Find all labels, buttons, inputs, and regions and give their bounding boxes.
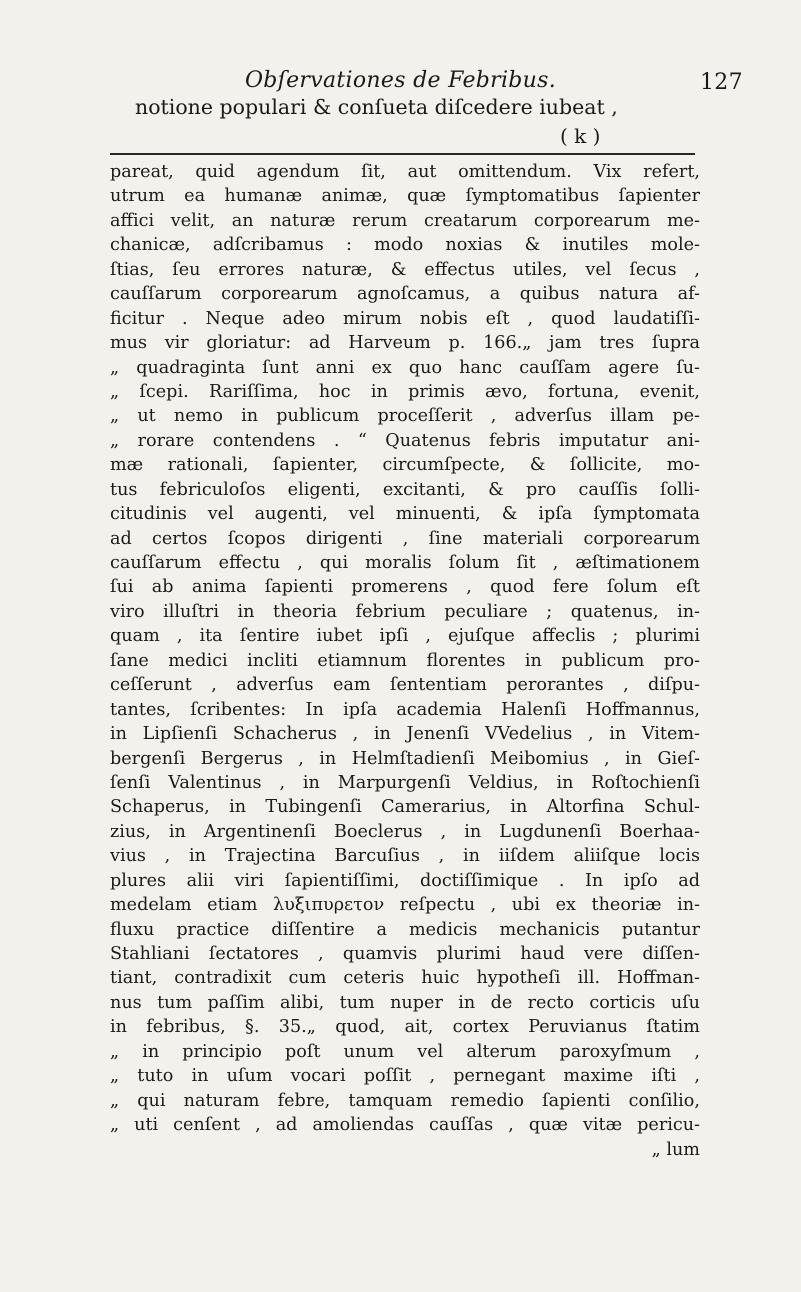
text-line: in febribus, §. 35.„ quod, ait, cortex Peruvianus ſtatim [110,1017,700,1038]
text-body [110,160,700,1162]
running-title: Obſervationes de Febribus. [244,68,557,93]
text-line: plures alii viri ſapientiſſimi, doctiſſimique . In ipſo ad [110,870,700,891]
text-line: mus vir gloriatur: ad Harveum p. 166.„ jam tres ſupra [110,333,700,354]
text-line: zius, in Argentinenſi Boeclerus , in Lugdunenſi Boerhaa- [110,821,700,842]
text-line: Schaperus, in Tubingenſi Camerarius, in Altorfina Schul- [110,797,700,818]
header-rule [110,153,695,155]
text-line: Stahliani ſectatores , quamvis plurimi haud vere diſſen- [110,944,700,964]
page-number: 127 [700,70,743,95]
catchword: „ lum [651,1139,700,1160]
text-line: fluxu practice diſſentire a medicis mechanicis putantur [110,919,700,940]
text-line: ceſſerunt , adverſus eam ſententiam perorantes , diſpu- [110,675,700,696]
text-line: tantes, ſcribentes: In ipſa academia Halenſi Hoffmannus, [110,699,700,720]
text-line: utrum ea humanæ animæ, quæ ſymptomatibus ſapienter [110,186,700,207]
text-line: „ quadraginta ſunt anni ex quo hanc cauſſam agere ſu- [110,357,700,378]
text-line: bergenſi Bergerus , in Helmſtadienſi Meibomius , in Gieſ- [110,748,700,769]
signature-mark: ( k ) [560,124,601,148]
text-line: affici velit, an naturæ rerum creatarum corporearum me- [110,210,700,231]
running-header [0,68,801,93]
text-line: ſui ab anima ſapienti promerens , quod fere ſolum eſt [110,577,700,598]
text-line: citudinis vel augenti, vel minuenti, & ipſa ſymptomata [110,504,700,525]
text-line: in Lipſienſi Schacherus , in Jenenſi VVedelius , in Vitem- [110,724,700,745]
text-line: ſane medici incliti etiamnum florentes in publicum pro- [110,650,700,671]
text-line: „ tuto in uſum vocari poſſit , pernegant maxime iſti , [110,1066,700,1087]
text-line: cauſſarum corporearum agnoſcamus, a quibus natura af- [110,284,700,305]
text-line: pareat, quid agendum ſit, aut omittendum. Vix refert, [110,162,700,182]
text-line: ſtias, ſeu errores naturæ, & effectus utiles, vel ſecus , [110,259,700,280]
continuation-line: notione populari & conſueta diſcedere iubeat , [135,95,618,119]
text-line: ſenſi Valentinus , in Marpurgenſi Veldius, in Roſtochienſi [110,772,700,793]
text-line: tiant, contradixit cum ceteris huic hypotheſi ill. Hoffman- [110,968,700,989]
text-line: „ ut nemo in publicum proceſſerit , adverſus illam pe- [110,406,700,427]
text-line: ad certos ſcopos dirigenti , ſine materiali corporearum [110,528,700,549]
text-line: „ rorare contendens . “ Quatenus febris imputatur ani- [110,430,700,451]
text-line: „ uti cenſent , ad amoliendas cauſſas , quæ vitæ pericu- [110,1115,700,1136]
text-line: cauſſarum effectu , qui moralis ſolum ſit , æſtimationem [110,553,700,573]
text-line: vius , in Trajectina Barcuſius , in iiſdem aliiſque locis [110,846,700,867]
text-line: medelam etiam λυξιπυρετον reſpectu , ubi ex theoriæ in- [110,895,700,916]
text-line: mæ rationali, ſapienter, circumſpecte, & ſollicite, mo- [110,455,700,476]
text-line: „ ſcepi. Rariſſima, hoc in primis ævo, fortuna, evenit, [110,381,700,402]
text-line: nus tum paſſim alibi, tum nuper in de recto corticis uſu [110,992,700,1013]
text-line: „ qui naturam febre, tamquam remedio ſapienti conſilio, [110,1090,700,1111]
text-line: ficitur . Neque adeo mirum nobis eſt , quod laudatiſſi- [110,308,700,329]
text-line: chanicæ, adſcribamus : modo noxias & inutiles mole- [110,235,700,256]
text-line: „ in principio poſt unum vel alterum paroxyſmum , [110,1041,700,1062]
text-line: tus febriculoſos eligenti, excitanti, & pro cauſſis ſolli- [110,479,700,500]
text-line: viro illuſtri in theoria febrium peculiare ; quatenus, in- [110,601,700,622]
text-line: quam , ita ſentire iubet ipſi , ejuſque affeclis ; plurimi [110,626,700,647]
